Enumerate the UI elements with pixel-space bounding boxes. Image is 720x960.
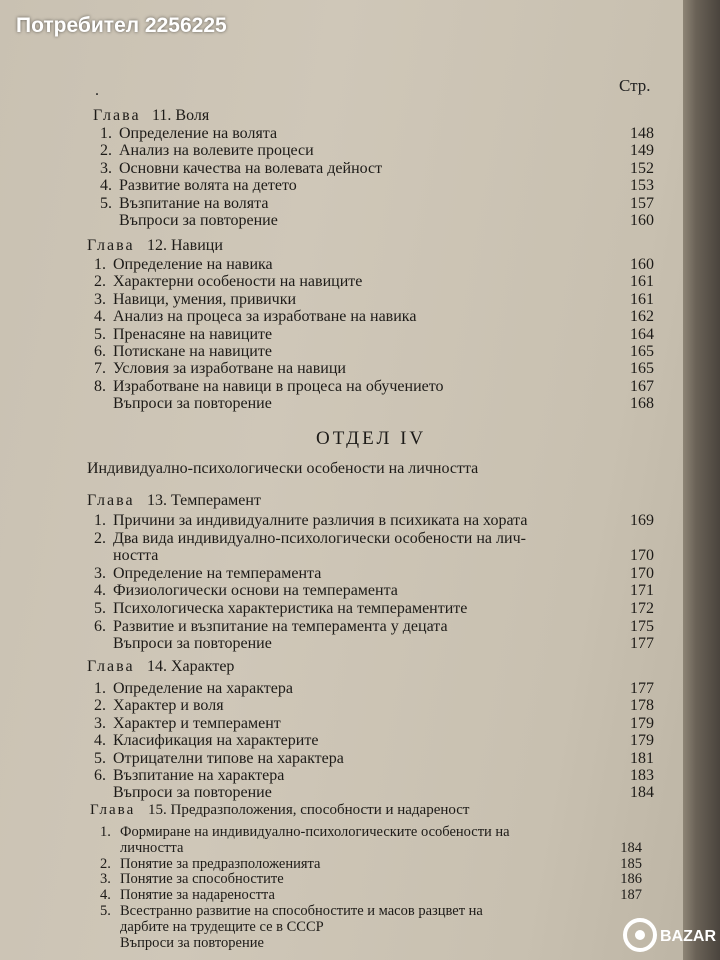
item-number: 3. <box>94 290 106 308</box>
item-number: 2. <box>94 529 106 547</box>
item-number: 4. <box>94 308 106 326</box>
logo-text: BAZAR <box>660 928 716 945</box>
item-title: Понятие за способностите <box>120 871 284 888</box>
item-number: 1. <box>94 256 106 273</box>
item-number: 3. <box>94 564 106 582</box>
item-title: Въпроси за повторение <box>119 212 278 229</box>
item-title: личността <box>120 839 184 856</box>
item-number: 6. <box>94 343 106 360</box>
item-number: 2. <box>100 142 112 160</box>
item-title: Потискане на навиците <box>113 343 272 360</box>
item-number: 1. <box>94 680 106 697</box>
item-title: Въпроси за повторение <box>113 395 272 413</box>
item-title: Характерни особености на навиците <box>113 273 363 291</box>
item-title: Анализ на волевите процеси <box>119 142 314 160</box>
item-number: 3. <box>94 714 106 732</box>
item-title: Основни качества на волевата дейност <box>119 159 383 177</box>
item-page-number: 167 <box>630 377 654 395</box>
chapter-12-label: Глава <box>87 237 135 254</box>
item-number: 7. <box>94 360 106 378</box>
item-page-number: 183 <box>630 767 654 784</box>
chapter-13-title: 13. Темперамент <box>147 492 261 509</box>
item-number: 8. <box>94 377 106 395</box>
chapter-11-label: Глава <box>93 107 141 124</box>
item-title: Понятие за предразположенията <box>120 855 321 872</box>
item-title: Възпитание на характера <box>113 767 285 784</box>
chapter-12-title: 12. Навици <box>147 237 223 254</box>
section-subtitle: Индивидуално-психологически особености на личността <box>87 460 479 477</box>
item-number: 2. <box>100 855 111 872</box>
user-watermark: Потребител 2256225 <box>16 14 227 37</box>
item-page-number: 177 <box>630 680 654 697</box>
item-number: 1. <box>94 512 106 529</box>
chapter-15-title: 15. Предразположения, способности и надареност <box>148 802 470 818</box>
item-page-number: 186 <box>620 871 642 888</box>
item-number: 6. <box>94 767 106 784</box>
item-page-number: 160 <box>630 212 654 229</box>
item-page-number: 164 <box>630 325 654 343</box>
item-title: Определение на характера <box>113 680 293 697</box>
item-title: Изработване на навици в процеса на обучението <box>113 377 444 395</box>
item-title: Възпитание на волята <box>119 194 269 212</box>
logo-dot-icon <box>635 930 645 940</box>
item-page-number: 179 <box>630 732 654 750</box>
item-title: Класификация на характерите <box>113 732 319 750</box>
item-title: Определение на навика <box>113 256 273 273</box>
item-number: 1. <box>100 824 111 840</box>
item-page-number: 172 <box>630 600 654 617</box>
item-title: Въпроси за повторение <box>113 784 272 802</box>
item-page-number: 148 <box>630 125 654 142</box>
page-column-header: Стр. <box>619 76 651 95</box>
item-page-number: 185 <box>620 855 642 872</box>
item-title: Въпроси за повторение <box>113 635 272 653</box>
item-page-number: 165 <box>630 343 654 360</box>
item-number: 5. <box>94 600 106 617</box>
item-title: Развитие и възпитание на темперамента у децата <box>113 617 448 635</box>
item-number: 4. <box>100 177 112 195</box>
item-number: 5. <box>100 903 111 919</box>
item-number: 1. <box>100 125 112 142</box>
item-page-number: 161 <box>630 273 654 291</box>
item-number: 5. <box>100 194 112 212</box>
item-title: Два вида индивидуално-психологически особености на лич- <box>113 529 526 547</box>
item-title: Причини за индивидуалните различия в психиката на хората <box>113 512 528 529</box>
item-page-number: 149 <box>630 142 654 160</box>
item-page-number: 162 <box>630 308 654 326</box>
item-page-number: 160 <box>630 256 654 273</box>
item-title: Пренасяне на навиците <box>113 325 273 343</box>
item-page-number: 184 <box>630 784 654 802</box>
item-page-number: 184 <box>620 839 642 856</box>
item-title: Физиологически основи на темперамента <box>113 582 398 600</box>
item-number: 5. <box>94 749 106 767</box>
item-page-number: 170 <box>630 564 654 582</box>
item-number: 6. <box>94 617 106 635</box>
item-number: 4. <box>94 732 106 750</box>
item-page-number: 157 <box>630 194 654 212</box>
lead-dot: . <box>95 82 99 99</box>
item-title: Въпроси за повторение <box>120 934 264 951</box>
item-page-number: 161 <box>630 290 654 308</box>
item-title: Всестранно развитие на способностите и масов разцвет на <box>120 903 483 919</box>
item-page-number: 152 <box>630 159 654 177</box>
item-number: 4. <box>100 887 111 904</box>
bazar-logo <box>600 905 720 960</box>
chapter-15-label: Глава <box>90 802 136 818</box>
book-edge-shadow <box>683 0 720 960</box>
item-title: ността <box>113 547 159 565</box>
chapter-11-title: 11. Воля <box>152 107 210 124</box>
item-title: Формиране на индивидуално-психологическите особености на <box>120 824 510 840</box>
item-number: 3. <box>100 871 111 888</box>
item-title: Навици, умения, привички <box>113 290 297 308</box>
chapter-13-label: Глава <box>87 492 135 509</box>
item-title: Характер и темперамент <box>113 714 281 732</box>
item-number: 2. <box>94 273 106 291</box>
section-title: ОТДЕЛ IV <box>316 428 427 449</box>
item-title: Определение на темперамента <box>113 564 322 582</box>
item-number: 4. <box>94 582 106 600</box>
item-title: Определение на волята <box>119 125 278 142</box>
item-page-number: 175 <box>630 617 654 635</box>
item-page-number: 170 <box>630 547 654 565</box>
item-title: Условия за изработване на навици <box>113 360 346 378</box>
item-title: Отрицателни типове на характера <box>113 749 344 767</box>
item-title: Характер и воля <box>113 697 224 715</box>
item-page-number: 181 <box>630 749 654 767</box>
item-title: Развитие волята на детето <box>119 177 297 195</box>
item-page-number: 153 <box>630 177 654 195</box>
item-page-number: 178 <box>630 697 654 715</box>
chapter-14-label: Глава <box>87 658 135 675</box>
chapter-14-title: 14. Характер <box>147 658 235 675</box>
item-title: Психологическа характеристика на темпераментите <box>113 600 468 617</box>
item-page-number: 168 <box>630 395 654 413</box>
item-number: 3. <box>100 159 112 177</box>
item-title: Анализ на процеса за изработване на навика <box>113 308 417 326</box>
item-page-number: 179 <box>630 714 654 732</box>
item-number: 5. <box>94 325 106 343</box>
item-page-number: 165 <box>630 360 654 378</box>
item-page-number: 187 <box>620 887 642 904</box>
item-title: дарбите на трудещите се в СССР <box>120 918 324 935</box>
item-page-number: 169 <box>630 512 654 529</box>
item-page-number: 177 <box>630 635 654 653</box>
item-number: 2. <box>94 697 106 715</box>
item-page-number: 171 <box>630 582 654 600</box>
item-title: Понятие за надареността <box>120 887 275 904</box>
